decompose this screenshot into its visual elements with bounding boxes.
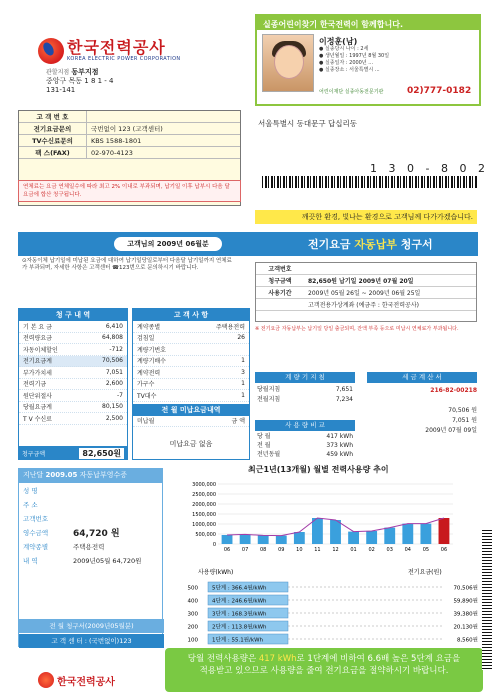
charge-value: -7 [117, 391, 123, 399]
customer-center-bar: 고 객 센 터 : (국번없이)123 [19, 634, 164, 648]
meter-key: 전월지침 [257, 396, 281, 403]
meter-title: 계 량 기 지 침 [255, 372, 355, 383]
usage-key: 당 월 [257, 433, 271, 440]
banner-text: 로 1단계에 비하여 6.6배 높은 5단계 요금을 [296, 654, 461, 664]
tax-regno: 216-82-00218 [430, 387, 477, 394]
step-y: 300 [187, 611, 198, 618]
customer-row [133, 379, 249, 391]
branch-zip: 131-141 [46, 86, 76, 94]
x-tick: 04 [404, 547, 411, 553]
receipt-value: 2009년05월 64,720원 [73, 556, 142, 565]
x-tick: 06 [223, 547, 231, 553]
child-details [319, 46, 389, 74]
branch-name: 동부지점 [71, 68, 99, 76]
customer-value: 1 [241, 380, 245, 388]
step-price: 39,380원 [453, 611, 478, 618]
autopay-notice: ⊙자동이체 납기일에 미납된 요금에 대하여 납기일당일로부터 다음달 납기일까지 연체료가 부과되며, 자세한 사항은 고객센터 ☎123번으로 문의하시기 바랍니다. [22, 258, 232, 271]
x-tick: 02 [368, 547, 375, 553]
recipient-address: 서울특별시 동대문구 답십리동 [258, 119, 357, 128]
unpaid-value: 미납요금 없음 [169, 440, 213, 448]
step-price: 70,506원 [453, 585, 478, 592]
charge-key: T V 수신료 [23, 415, 52, 423]
bill-value: 82,650원 납기일 2009년 07월 20일 [308, 278, 414, 285]
usage-bar [420, 524, 431, 544]
tax-supply: 70,506 원 [448, 407, 477, 414]
x-tick: 03 [386, 547, 393, 553]
bill-row [256, 299, 476, 311]
charge-row [19, 356, 127, 368]
x-tick: 08 [260, 547, 267, 553]
usage-row [257, 441, 353, 450]
bill-value: 2009년 05월 26일 ~ 2009년 06월 25일 [308, 290, 421, 297]
customer-row [133, 321, 249, 333]
trend-svg [168, 474, 480, 564]
step-y: 400 [187, 598, 198, 605]
receipt-row [19, 511, 162, 525]
step-label: 3단계 : 168.3원/kWh [212, 611, 267, 618]
charge-value: 80,150 [102, 403, 123, 411]
late-fee-notice: 연체료는 요금 연체일수에 따라 최고 2% 이내로 부과되며, 납기일 이후 납부시 다음 달 요금에 합산 청구됩니다. [18, 180, 241, 202]
y-tick: 1500,000 [192, 512, 216, 518]
usage-title: 사 용 량 비 교 [255, 420, 355, 431]
customer-row [133, 356, 249, 368]
customer-value: 1 [241, 391, 245, 399]
step-y: 500 [187, 585, 198, 592]
charge-value: 7,051 [105, 368, 123, 376]
footer-company-name: 한국전력공사 [57, 676, 115, 688]
usage-bar [240, 534, 251, 544]
meter-value: 7,651 [335, 386, 353, 393]
info-value: 국번없이 123 (고객센터) [91, 125, 163, 133]
total-amount: 82,650원 [79, 448, 124, 459]
prev-receipt-bar [18, 468, 163, 482]
charges-panel [18, 308, 128, 460]
info-key: TV수신료문의 [19, 135, 87, 146]
bar-suffix: 자동납부영수증 [79, 471, 127, 479]
customer-row [133, 333, 249, 345]
footer-logo [38, 672, 115, 688]
customer-value: 주택용전력 [216, 323, 245, 331]
x-tick: 06 [440, 547, 448, 553]
x-tick: 12 [332, 547, 339, 553]
step-price: 20,130원 [453, 624, 478, 631]
step-label: 5단계 : 366.4원/kWh [212, 585, 267, 592]
y-tick: 1000,000 [192, 522, 216, 528]
steps-title: 사용량(kWh) [198, 569, 234, 576]
x-tick: 10 [296, 547, 303, 553]
meter-value: 7,234 [335, 396, 353, 403]
charge-row [19, 402, 127, 414]
receipt-row [19, 539, 162, 553]
charges-title: 청 구 내 역 [19, 309, 127, 321]
bill-row [256, 287, 476, 299]
red-notice: ※ 전기요금 자동납부는 납기일 당일 출금되며, 잔액 부족 등으로 미납시 연체료가 부과됩니다. [255, 326, 459, 332]
charge-row [19, 413, 127, 425]
charge-value: 64,808 [102, 334, 123, 342]
step-price: 8,560원 [456, 637, 478, 644]
info-value: KBS 1588-1801 [91, 136, 142, 145]
receipt-key: 계약종별 [23, 542, 49, 551]
meter-row [257, 395, 353, 405]
campaign-org: 어린이재단 실종아동전문기관 [319, 89, 384, 95]
customer-panel [132, 308, 250, 460]
usage-bar [384, 528, 395, 544]
detail-line: ● 실종일자 : 2000년 ... [319, 60, 374, 66]
customer-key: 검침일 [137, 335, 155, 343]
billed-total [18, 446, 128, 460]
charge-value: 70,506 [102, 357, 123, 365]
bill-title [308, 236, 433, 252]
unpaid-col: 금 액 [231, 418, 245, 426]
customer-row [133, 390, 249, 402]
tax-vat: 7,051 원 [452, 417, 477, 424]
branch-label: 관할지점 [46, 69, 70, 76]
step-label: 2단계 : 113.8원/kWh [212, 624, 267, 631]
customer-key: 가구수 [137, 381, 155, 389]
receipt-value: 주택용전력 [73, 542, 105, 551]
info-value: 02-970-4123 [91, 148, 133, 157]
slogan: 깨끗한 환경, 빛나는 환경으로 고객님께 다가가겠습니다. [255, 210, 477, 224]
side-barcode [482, 530, 492, 670]
customer-row [133, 344, 249, 356]
usage-bar [330, 520, 341, 544]
title-highlight: 자동납부 [354, 238, 397, 251]
receipt-row [19, 497, 162, 511]
x-tick: 09 [278, 547, 285, 553]
campaign-header: 실종어린이찾기 한국전력이 함께합니다. [257, 16, 479, 30]
customer-row [133, 367, 249, 379]
company-name-en: KOREA ELECTRIC POWER CORPORATION [67, 56, 181, 62]
y-tick: 500,000 [195, 532, 216, 538]
kepco-logo-icon [38, 672, 54, 688]
x-tick: 11 [314, 547, 321, 553]
total-label: 청구금액 [22, 450, 46, 458]
prev-bill-button[interactable]: 전 월 청구서(2009년05월분) [19, 619, 164, 633]
rate-step-chart [168, 566, 480, 650]
y-tick: 2500,000 [192, 492, 216, 498]
customer-value: 26 [237, 334, 245, 342]
child-photo [262, 34, 314, 92]
charge-value: -712 [109, 345, 123, 353]
charge-key: 부가가치세 [23, 369, 52, 377]
charge-key: 당월요금계 [23, 404, 52, 412]
meter-values [257, 385, 353, 405]
banner-text: 당월 전력사용량은 [187, 654, 259, 664]
charge-value: 2,500 [105, 414, 123, 422]
receipt-key: 성 명 [23, 486, 38, 495]
usage-key: 전 월 [257, 442, 271, 449]
bill-summary [255, 262, 477, 322]
x-tick: 01 [350, 547, 357, 553]
tax-date: 2009년 07월 09일 [425, 427, 477, 434]
charge-key: 전기요금계 [23, 358, 52, 366]
company-logo [38, 38, 181, 64]
y-tick: 0 [212, 542, 216, 548]
info-row [19, 123, 240, 135]
bill-row [256, 275, 476, 287]
chart-title: 최근1년(13개월) 월별 전력사용량 추이 [248, 465, 389, 474]
unpaid-header [133, 416, 249, 428]
tax-values [369, 386, 477, 436]
detail-line: ● 생년월일 : 1997년 8월 30일 [319, 53, 390, 59]
postal-barcode [262, 176, 477, 188]
usage-bar [439, 518, 450, 544]
usage-bar [312, 518, 323, 544]
price-title: 전기요금(원) [408, 569, 442, 576]
title-suffix: 청구서 [396, 238, 433, 251]
recipient-zip: 1 3 0 - 8 0 2 [370, 162, 489, 175]
bar-month: 2009.05 [45, 471, 78, 479]
unpaid-title: 전 월 미납요금내역 [133, 404, 249, 416]
usage-value: 459 kWh [326, 451, 353, 458]
charge-row [19, 367, 127, 379]
usage-bar [402, 524, 413, 544]
x-tick: 05 [422, 547, 430, 553]
charge-row [19, 321, 127, 333]
branch-address: 중앙구 목동 1 8 1 - 4 [46, 77, 114, 85]
receipt-row [19, 553, 162, 567]
charge-value: 2,600 [105, 380, 123, 388]
y-tick: 3000,000 [192, 482, 216, 488]
step-y: 100 [187, 637, 198, 644]
receipt-row [19, 483, 162, 497]
usage-trend-chart [168, 464, 480, 564]
usage-row [257, 432, 353, 441]
customer-value: 1 [241, 357, 245, 365]
usage-value: 373 kWh [326, 442, 353, 449]
charge-row [19, 379, 127, 391]
usage-bar [258, 535, 269, 544]
customer-key: 계량기번호 [137, 346, 166, 354]
banner-text: 적용받고 있으므로 사용량을 줄여 전기요금을 절약하시기 바랍니다. [199, 666, 449, 676]
step-label: 4단계 : 246.6원/kWh [212, 598, 267, 605]
receipt-key: 영수금액 [23, 528, 49, 537]
kepco-logo-icon [38, 38, 64, 64]
banner-highlight: 417 kWh [258, 654, 297, 664]
meter-key: 당월지침 [257, 386, 281, 393]
charge-key: 원단위절사 [23, 392, 52, 400]
bar-prefix: 지난달 [23, 471, 44, 479]
charge-row [19, 390, 127, 402]
branch-info [46, 68, 114, 95]
info-key: 고 객 번 호 [19, 111, 87, 122]
usage-bar [276, 536, 287, 544]
step-price: 59,890원 [453, 598, 478, 605]
bill-title-bar [18, 232, 478, 256]
usage-bar [348, 532, 359, 544]
step-y: 200 [187, 624, 198, 631]
child-name: 이정훈(남) [319, 37, 358, 46]
customer-key: 계약종별 [137, 323, 161, 331]
steps-svg [168, 566, 480, 650]
bill-key: 고객번호 [268, 266, 292, 273]
usage-row [257, 450, 353, 459]
receipt-key: 고객번호 [23, 514, 49, 523]
usage-bar [294, 532, 305, 544]
info-row [19, 111, 240, 123]
info-key: 팩 스(FAX) [19, 147, 87, 158]
charge-row [19, 333, 127, 345]
usage-advice-banner [165, 648, 483, 692]
customer-key: 계약전력 [137, 369, 161, 377]
usage-value: 417 kWh [326, 433, 353, 440]
charge-key: 전력량요금 [23, 335, 52, 343]
customer-key: TV대수 [137, 392, 157, 400]
bill-key: 사용기간 [268, 290, 292, 297]
bill-value: 고객전용가상계좌 (예금주 : 한국전력공사) [308, 302, 419, 309]
receipt-value: 64,720 원 [73, 528, 120, 539]
detail-line: ● 실종당시 나이 : 2세 [319, 46, 369, 52]
prev-receipt [18, 482, 163, 647]
info-key: 전기요금문의 [19, 123, 87, 134]
bill-period: 고객님의 2009년 06월분 [114, 237, 222, 251]
missing-child-campaign [255, 14, 481, 106]
charge-value: 6,410 [105, 322, 123, 330]
company-name-ko: 한국전력공사 [67, 38, 166, 57]
receipt-row [19, 525, 162, 539]
usage-values [257, 432, 353, 459]
meter-tax-panel [255, 372, 477, 458]
detail-line: ● 실종장소 : 서울특별시 ... [319, 67, 380, 73]
bill-key: 청구금액 [268, 278, 292, 285]
bill-row [256, 263, 476, 275]
charge-row [19, 344, 127, 356]
receipt-key: 내 역 [23, 556, 38, 565]
charge-key: 기 본 요 금 [23, 323, 52, 331]
step-label: 1단계 : 55.1원/kWh [212, 637, 263, 644]
campaign-tel: 02)777-0182 [407, 86, 472, 96]
unpaid-col: 미납월 [137, 418, 155, 426]
usage-key: 전년동월 [257, 451, 281, 458]
customer-key: 계량기배수 [137, 358, 166, 366]
usage-bar [366, 531, 377, 544]
usage-bar [222, 535, 233, 544]
receipt-key: 주 소 [23, 500, 38, 509]
info-row [19, 147, 240, 159]
tax-title: 세 금 계 산 서 [367, 372, 477, 383]
customer-value: 3 [241, 368, 245, 376]
info-row [19, 135, 240, 147]
customer-title: 고 객 사 항 [133, 309, 249, 321]
charge-key: 전력기금 [23, 381, 47, 389]
title-prefix: 전기요금 [308, 238, 355, 251]
charge-key: 자동이체할인 [23, 346, 58, 354]
meter-row [257, 385, 353, 395]
y-tick: 2000,000 [192, 502, 216, 508]
x-tick: 07 [241, 547, 249, 553]
